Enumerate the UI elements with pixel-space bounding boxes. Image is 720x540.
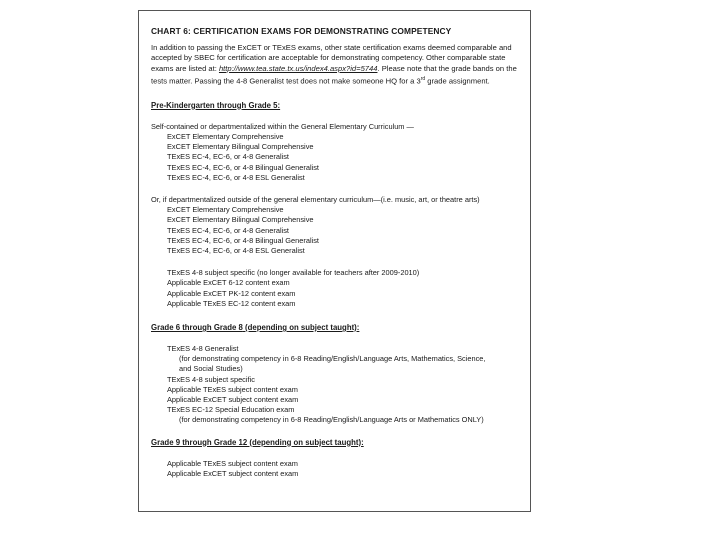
list-item: TExES EC-4, EC-6, or 4-8 Bilingual Generalist	[167, 235, 319, 245]
list-item-note: (for demonstrating competency in 6-8 Reading/English/Language Arts, Mathematics, Science,	[179, 354, 486, 364]
heading-grade9-12: Grade 9 through Grade 12 (depending on subject taught):	[151, 437, 364, 447]
tea-link[interactable]: http://www.tea.state.tx.us/index4.aspx?id=5744	[218, 63, 378, 73]
intro-text-2: . Please note that the grade bands on the tests matter. Passing the 4-8 Generalist test does not make someone HQ for a 3	[151, 63, 517, 86]
grade9-12-list	[167, 459, 521, 479]
intro-text-1: In addition to passing the ExCET or TExES exams, other state certification exams deemed comparable and accepted by SBEC for certification are acceptable for demonstrating competency. Other comparable state exams are listed at:	[151, 43, 512, 73]
heading-grade6-8-label: Grade 6 through Grade 8	[151, 322, 243, 332]
list-item: TExES EC-4, EC-6, or 4-8 Generalist	[167, 225, 289, 235]
list-item: TExES 4-8 subject specific (no longer available for teachers after 2009-2010)	[167, 268, 420, 278]
list-item: Applicable ExCET subject content exam	[167, 468, 299, 478]
heading-grade6-8	[151, 323, 521, 332]
document-page	[138, 10, 531, 512]
list-item: TExES EC-4, EC-6, or 4-8 Generalist	[167, 152, 289, 162]
grade6-8-list	[167, 344, 521, 426]
list-item: Applicable ExCET PK-12 content exam	[167, 288, 296, 298]
list-item: TExES EC-12 Special Education exam	[167, 405, 295, 415]
prek-list-3	[167, 268, 521, 309]
list-item: TExES EC-4, EC-6, or 4-8 Bilingual Generalist	[167, 162, 319, 172]
list-item: Applicable ExCET subject content exam	[167, 394, 299, 404]
list-item: ExCET Elementary Comprehensive	[167, 131, 284, 141]
list-item: Applicable TExES subject content exam	[167, 458, 298, 468]
list-item: ExCET Elementary Comprehensive	[167, 205, 284, 215]
prek-list-1	[167, 132, 521, 183]
intro-text-3: grade assignment.	[425, 76, 490, 86]
list-item: Applicable TExES EC-12 content exam	[167, 298, 296, 308]
ordinal-suffix: rd	[420, 75, 426, 82]
page-title: CHART 6: CERTIFICATION EXAMS FOR DEMONSTRATING COMPETENCY	[151, 26, 452, 36]
list-item-note: and Social Studies)	[179, 364, 243, 374]
list-item: TExES 4-8 subject specific	[167, 374, 255, 384]
prek-lead-departmentalized: Or, if departmentalized outside of the general elementary curriculum—(i.e. music, art, or theatre arts)	[151, 194, 480, 204]
list-item: Applicable ExCET 6-12 content exam	[167, 278, 290, 288]
list-item: TExES EC-4, EC-6, or 4-8 ESL Generalist	[167, 172, 305, 182]
intro-paragraph	[151, 43, 521, 87]
list-item: ExCET Elementary Bilingual Comprehensive	[167, 215, 314, 225]
heading-grade6-8-note: (depending on subject taught):	[242, 322, 360, 332]
list-item: TExES EC-4, EC-6, or 4-8 ESL Generalist	[167, 245, 305, 255]
prek-list-2	[167, 205, 521, 256]
list-item: TExES 4-8 Generalist	[167, 343, 239, 353]
list-item-note: (for demonstrating competency in 6-8 Reading/English/Language Arts or Mathematics ONLY)	[179, 415, 484, 425]
list-item: Applicable TExES subject content exam	[167, 384, 298, 394]
list-item: ExCET Elementary Bilingual Comprehensive	[167, 142, 314, 152]
prek-lead-self-contained: Self-contained or departmentalized within the General Elementary Curriculum —	[151, 121, 414, 131]
heading-prek-grade5: Pre-Kindergarten through Grade 5:	[151, 100, 281, 110]
